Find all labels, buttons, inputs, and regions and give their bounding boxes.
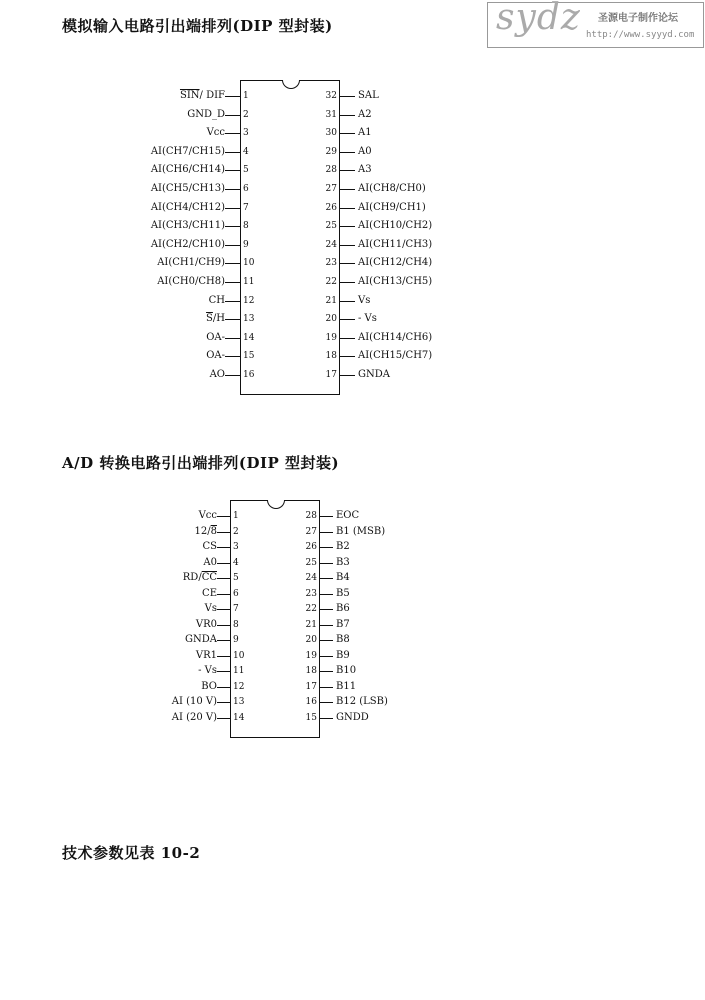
pin-lead: [320, 578, 333, 579]
pin-label: - Vs: [198, 665, 217, 676]
pin-lead: [320, 625, 333, 626]
pin-label: - Vs: [358, 313, 377, 325]
pin-number: 23: [305, 588, 317, 599]
pin-label: AI(CH9/CH1): [358, 201, 426, 213]
pin-21: [0, 294, 485, 308]
pin-18: [0, 349, 485, 363]
pin-label: GNDD: [336, 711, 369, 723]
pin-number: 30: [325, 128, 337, 139]
pin-label: B6: [336, 603, 350, 614]
pin-label: Vcc: [198, 510, 217, 521]
pin-number: 9: [233, 635, 239, 645]
pin-lead: [340, 319, 355, 320]
pin-number: 1: [243, 91, 249, 101]
pin-label: B3: [336, 556, 350, 568]
pin-label: GNDA: [185, 634, 217, 645]
pin-label: Vs: [204, 603, 217, 614]
pin-number: 24: [305, 573, 317, 583]
pin-24: [0, 571, 463, 585]
pin-label: B2: [336, 541, 350, 552]
watermark-logo-text: sydz: [496, 0, 581, 38]
heading-tech-params: 技术参数见表 10-2: [62, 844, 201, 862]
pin-lead: [340, 245, 355, 246]
pin-19: [0, 331, 485, 345]
pin-number: 5: [243, 165, 249, 176]
pin-number: 25: [305, 557, 317, 568]
pin-26: [0, 201, 485, 215]
pin-23: [0, 587, 463, 601]
chip-notch: [282, 80, 300, 89]
pin-25: [0, 556, 463, 570]
pin-number: 2: [233, 526, 239, 537]
pin-lead: [340, 356, 355, 357]
pin-label: OA-: [206, 350, 225, 362]
watermark-url: http://www.syyyd.com: [586, 30, 695, 40]
pin-lead: [340, 282, 355, 283]
pin-number: 28: [305, 511, 317, 521]
pin-lead: [320, 702, 333, 703]
chip-notch: [267, 500, 285, 509]
pin-20: [0, 633, 463, 647]
pin-number: 22: [325, 277, 337, 287]
pin-number: 31: [325, 109, 337, 120]
pin-16: [0, 695, 463, 709]
pin-number: 12: [243, 295, 255, 306]
pin-lead: [340, 226, 355, 227]
pin-lead: [320, 563, 333, 564]
pin-label: AI(CH0/CH8): [157, 276, 225, 287]
pin-26: [0, 540, 463, 554]
pin-20: [0, 312, 485, 326]
pin-32: [0, 89, 485, 103]
pin-label: A0: [358, 145, 372, 157]
pin-label: CE: [202, 587, 217, 599]
pin-number: 11: [233, 666, 245, 676]
pin-label: AI(CH3/CH11): [150, 220, 225, 232]
pin-lead: [340, 170, 355, 171]
pin-number: 18: [305, 666, 317, 676]
pin-label: A0: [203, 556, 217, 568]
pin-label: Vcc: [206, 127, 225, 139]
pin-label: A3: [358, 164, 372, 176]
pin-27: [0, 182, 485, 196]
pin-number: 1: [233, 511, 239, 521]
pin-label: AI(CH13/CH5): [358, 276, 433, 287]
pin-lead: [340, 208, 355, 209]
pin-label: GND_D: [187, 108, 225, 120]
pin-number: 19: [305, 650, 317, 661]
pin-label: OA-: [206, 331, 225, 343]
pin-30: [0, 126, 485, 140]
pin-lead: [320, 516, 333, 517]
pin-label: B12 (LSB): [336, 696, 388, 707]
pin-28: [0, 163, 485, 177]
pin-label: B1 (MSB): [336, 525, 386, 537]
pin-number: 3: [233, 542, 239, 552]
pin-23: [0, 256, 485, 270]
pin-number: 15: [243, 351, 255, 362]
pin-label: $\overline{SIN}/$ DIF: [179, 90, 225, 101]
pin-19: [0, 649, 463, 663]
pin-number: 2: [243, 109, 249, 120]
pin-label: AI(CH7/CH15): [150, 145, 225, 157]
pin-lead: [340, 96, 355, 97]
pin-22: [0, 275, 485, 289]
pin-number: 16: [305, 697, 317, 707]
pin-label: B11: [336, 680, 357, 692]
pin-number: 14: [243, 332, 255, 343]
pin-15: [0, 711, 463, 725]
pin-number: 4: [243, 146, 249, 157]
pin-number: 23: [325, 258, 337, 269]
pin-number: 7: [233, 604, 239, 614]
pin-lead: [320, 547, 333, 548]
pin-lead: [320, 594, 333, 595]
pin-number: 22: [305, 604, 317, 614]
pin-lead: [320, 718, 333, 719]
pin-label: AI(CH5/CH13): [150, 183, 225, 194]
pin-number: 17: [305, 681, 317, 692]
pin-number: 21: [305, 619, 317, 630]
pin-number: 25: [325, 221, 337, 232]
pin-label: EOC: [336, 510, 360, 521]
pin-label: A1: [358, 127, 372, 139]
pin-number: 6: [233, 588, 239, 599]
pin-label: A2: [358, 108, 372, 120]
pin-label: AO: [209, 369, 225, 380]
pin-label: VR1: [195, 649, 217, 661]
pin-number: 26: [305, 542, 317, 552]
watermark-logo: [487, 2, 704, 48]
watermark-site-name: 圣源电子制作论坛: [598, 13, 678, 24]
pin-label: GNDA: [358, 369, 390, 380]
pin-number: 12: [233, 681, 245, 692]
pin-number: 9: [243, 239, 249, 250]
pin-label: $RD/\overline{CC}$: [182, 572, 217, 583]
pin-label: AI (20 V): [171, 711, 217, 723]
pin-lead: [340, 152, 355, 153]
pin-number: 20: [325, 314, 337, 325]
pin-29: [0, 145, 485, 159]
pin-number: 8: [233, 619, 239, 630]
pin-21: [0, 618, 463, 632]
pin-label: SAL: [358, 90, 379, 101]
pin-18: [0, 664, 463, 678]
pin-lead: [340, 301, 355, 302]
pin-number: 11: [243, 277, 255, 287]
pin-label: AI(CH10/CH2): [358, 220, 433, 232]
pin-label: B9: [336, 649, 350, 661]
pin-label: $\overline{S}/H$: [206, 313, 225, 325]
pin-number: 8: [243, 221, 249, 232]
pin-label: AI(CH14/CH6): [358, 331, 433, 343]
pin-lead: [340, 189, 355, 190]
pin-label: BO: [201, 680, 217, 692]
pin-lead: [320, 656, 333, 657]
pin-31: [0, 108, 485, 122]
pin-label: AI(CH6/CH14): [150, 164, 225, 176]
pin-number: 32: [325, 91, 337, 101]
pin-label: AI(CH12/CH4): [358, 257, 433, 269]
pin-number: 13: [243, 314, 255, 325]
pin-lead: [340, 338, 355, 339]
pin-label: Vs: [358, 294, 371, 306]
pin-label: AI(CH15/CH7): [358, 350, 433, 362]
heading-analog-input: 模拟输入电路引出端排列(DIP 型封装): [62, 17, 333, 35]
pin-lead: [340, 115, 355, 116]
pin-number: 24: [325, 239, 337, 250]
pin-number: 13: [233, 697, 245, 707]
pin-label: B5: [336, 587, 350, 599]
pin-label: B4: [336, 572, 350, 583]
pin-number: 4: [233, 557, 239, 568]
pin-28: [0, 509, 463, 523]
pin-number: 20: [305, 635, 317, 645]
pin-number: 27: [325, 184, 337, 194]
pin-number: 14: [233, 712, 245, 723]
pin-label: 12/8: [194, 525, 217, 537]
pin-lead: [320, 532, 333, 533]
pin-number: 19: [325, 332, 337, 343]
pin-lead: [320, 671, 333, 672]
pin-number: 15: [305, 712, 317, 723]
pin-lead: [340, 133, 355, 134]
pin-22: [0, 602, 463, 616]
pin-label: B10: [336, 665, 357, 676]
pin-number: 29: [325, 146, 337, 157]
pin-number: 6: [243, 184, 249, 194]
pin-lead: [340, 263, 355, 264]
pin-number: 18: [325, 351, 337, 362]
pin-label: VR0: [195, 618, 217, 630]
pin-number: 28: [325, 165, 337, 176]
pin-number: 27: [305, 526, 317, 537]
pin-27: [0, 525, 463, 539]
pin-24: [0, 238, 485, 252]
pin-number: 16: [243, 370, 255, 380]
heading-ad-converter: A/D 转换电路引出端排列(DIP 型封装): [62, 454, 340, 472]
pin-number: 10: [233, 650, 245, 661]
pin-number: 17: [325, 370, 337, 380]
pin-lead: [320, 609, 333, 610]
pin-17: [0, 368, 485, 382]
pin-label: B7: [336, 618, 350, 630]
pin-label: AI(CH4/CH12): [150, 201, 225, 213]
pin-label: AI (10 V): [171, 696, 217, 707]
pin-label: B8: [336, 634, 350, 645]
pin-lead: [320, 640, 333, 641]
pin-label: CS: [202, 541, 217, 552]
pin-number: 7: [243, 202, 249, 213]
pin-lead: [340, 375, 355, 376]
pin-label: AI(CH11/CH3): [358, 238, 433, 250]
pin-label: AI(CH2/CH10): [150, 238, 225, 250]
pin-label: AI(CH1/CH9): [157, 257, 225, 269]
pin-number: 10: [243, 258, 255, 269]
pin-17: [0, 680, 463, 694]
pin-label: CH: [208, 294, 225, 306]
pin-number: 3: [243, 128, 249, 139]
pin-number: 26: [325, 202, 337, 213]
pin-label: AI(CH8/CH0): [358, 183, 426, 194]
pin-25: [0, 219, 485, 233]
pin-number: 5: [233, 573, 239, 583]
pin-lead: [320, 687, 333, 688]
pin-number: 21: [325, 295, 337, 306]
